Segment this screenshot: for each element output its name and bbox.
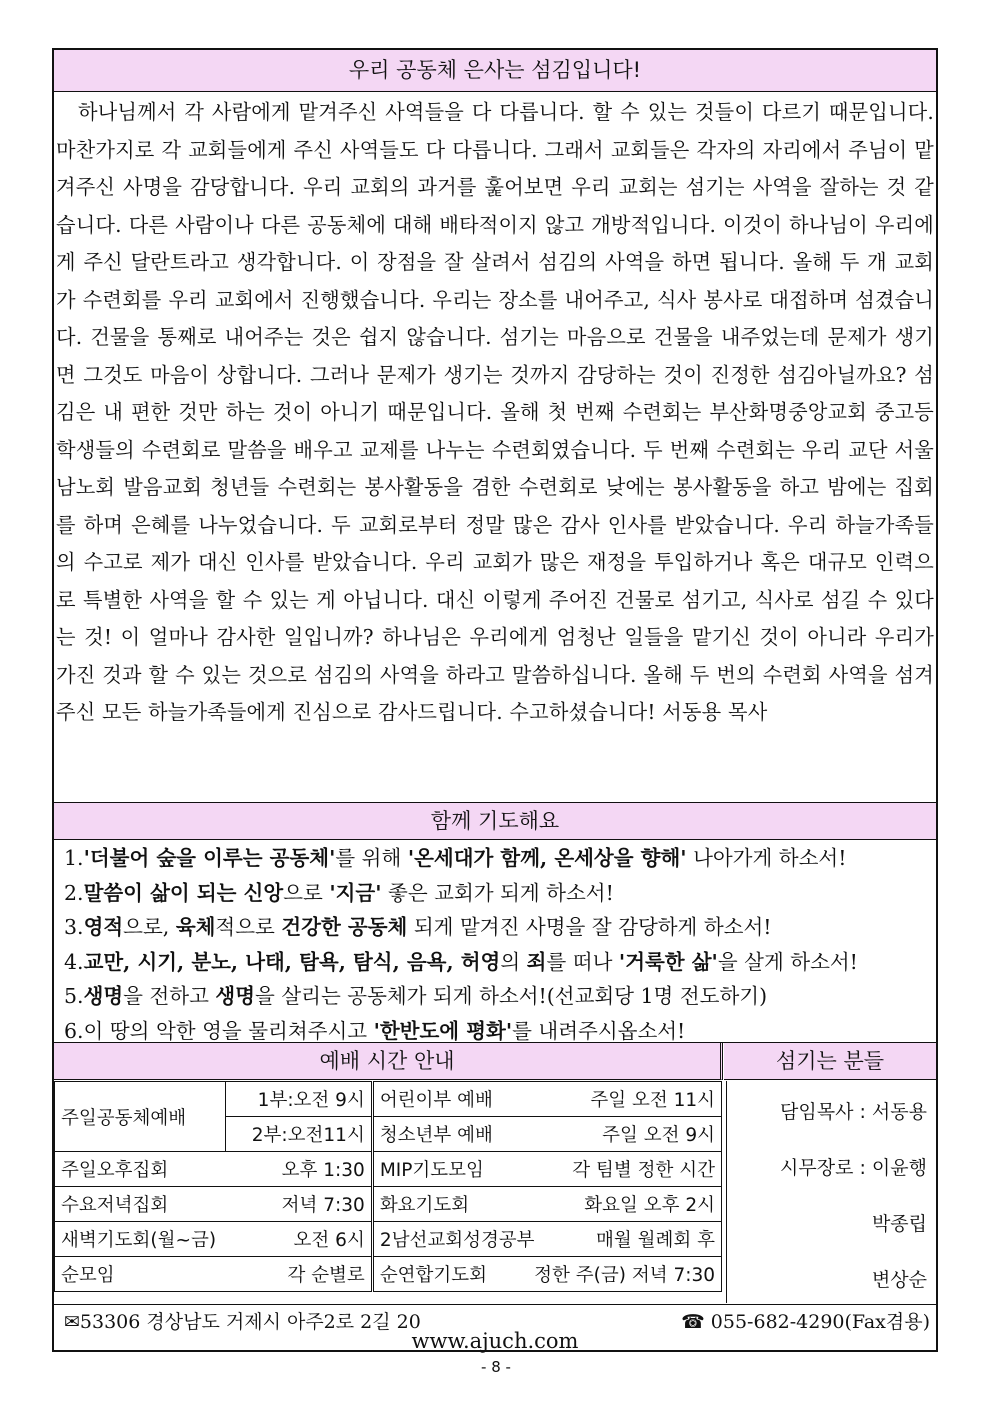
servers-list — [726, 1081, 937, 1303]
website-link[interactable]: www.ajuch.com — [411, 1329, 579, 1353]
table-row — [55, 1082, 722, 1117]
schedule-cell: 수요저녁집회 저녁 7:30 — [55, 1187, 373, 1222]
prayer-item-6: 6.이 땅의 악한 영을 물리쳐주시고 '한반도에 평화'를 내려주시옵소서! — [64, 1018, 686, 1043]
phone-icon: ☎ — [681, 1311, 711, 1333]
schedule-cell: 새벽기도회(월~금) 오전 6시 — [55, 1222, 373, 1257]
elder-name: 시무장로 : 이윤행 — [780, 1157, 927, 1179]
schedule-table — [54, 1081, 722, 1292]
prayer-item-1: 1.'더불어 숲을 이루는 공동체'를 위해 '온세대가 함께, 온세상을 향해' 나아가게 하소서! — [64, 846, 847, 870]
article-text: 하나님께서 각 사람에게 맡겨주신 사역들을 다 다릅니다. 할 수 있는 것들이 다르기 때문입니다. 마찬가지로 각 교회들에게 주신 사역들도 다 다릅니다. 그래서 교회들은 각자의 자리에서 주님이 맡겨주신 사명을 감당합니다. 우리 교회의 과거를 훑어보면 우리 교회는 섬기는 사역을 잘하는 것 같습니다. 다른 사람이나 다른 공동체에 대해 배타적이지 않고 개방적입니다. 이것이 하나님이 우리에게 주신 달란트라고 생각합니다. 이 장점을 잘 살려서 섬김의 사역을 하면 됩니다. 올해 두 개 교회가 수련회를 우리 교회에서 진행했습니다. 우리는 장소를 내어주고, 식사 봉사로 대접하며 섬겼습니다. 건물을 통째로 내어주는 것은 쉽지 않습니다. 섬기는 마음으로 건물을 내주었는데 문제가 생기면 그것도 마음이 상합니다. 그러나 문제가 생기는 것까지 감당하는 것이 진정한 섬김아닐까요? 섬김은 내 편한 것만 하는 것이 아니기 때문입니다. 올해 첫 번째 수련회는 부산화명중앙교회 중고등학생들의 수련회로 말씀을 배우고 교제를 나누는 수련회였습니다. 두 번째 수련회는 우리 교단 서울남노회 발음교회 청년들 수련회는 봉사활동을 겸한 수련회로 낮에는 봉사활동을 하고 밤에는 집회를 하며 은혜를 나누었습니다. 두 교회로부터 정말 많은 감사 인사를 받았습니다. 우리 하늘가족들의 수고로 제가 대신 인사를 받았습니다. 우리 교회가 많은 재정을 투입하거나 혹은 대규모 인력으로 특별한 사역을 할 수 있는 게 아닙니다. 대신 이렇게 주어진 건물로 섬기고, 식사로 섬길 수 있다는 것! 이 얼마나 감사한 일입니까? 하나님은 우리에게 엄청난 일들을 맡기신 것이 아니라 우리가 가진 것과 할 수 있는 것으로 섬김의 사역을 하라고 말씀하십니다. 올해 두 번의 수련회 사역을 섬겨주신 모든 하늘가족들에게 진심으로 감사드립니다. 수고하셨습니다! 서동용 목사 — [56, 100, 934, 724]
prayer-item-3: 3.영적으로, 육체적으로 건강한 공동체 되게 맡겨진 사명을 잘 감당하게 하소서! — [64, 915, 772, 939]
first-service-time: 1부:오전 9시 — [226, 1082, 373, 1117]
address: ✉53306 경상남도 거제시 아주2로 2길 20 — [64, 1311, 421, 1333]
elder-name-2: 박종립 — [871, 1213, 927, 1235]
info-section — [54, 1042, 936, 1305]
schedule-cell: 2남선교회성경공부 매월 월례회 후 — [372, 1222, 721, 1257]
bulletin-page — [52, 48, 938, 1352]
schedule-cell: 주일오후집회 오후 1:30 — [55, 1152, 373, 1187]
schedule-cell: 순모임 각 순별로 — [55, 1257, 373, 1292]
table-row — [55, 1257, 722, 1292]
second-service-time: 2부:오전11시 — [226, 1117, 373, 1152]
table-row — [55, 1152, 722, 1187]
prayer-item-2: 2.말씀이 삶이 되는 신앙으로 '지금' 좋은 교회가 되게 하소서! — [64, 880, 614, 905]
prayer-item-5: 5.생명을 전하고 생명을 살리는 공동체가 되게 하소서!(선교회당 1명 전도하기) — [64, 984, 768, 1008]
pastor-name: 담임목사 : 서동용 — [780, 1101, 927, 1123]
servers-heading: 섬기는 분들 — [724, 1043, 936, 1080]
schedule-cell: 화요기도회 화요일 오후 2시 — [372, 1187, 721, 1222]
prayer-item-4: 4.교만, 시기, 분노, 나태, 탐욕, 탐식, 음욕, 허영의 죄를 떠나 '거룩한 삶'을 살게 하소서! — [64, 949, 858, 974]
schedule-cell: 청소년부 예배 주일 오전 9시 — [372, 1117, 721, 1152]
prayer-list — [64, 841, 934, 1048]
schedule-heading: 예배 시간 안내 — [54, 1043, 723, 1080]
phone: ☎ 055-682-4290(Fax겸용) — [681, 1311, 930, 1333]
elder-name-3: 변상순 — [871, 1269, 927, 1291]
sunday-service-name: 주일공동체예배 — [55, 1082, 226, 1152]
schedule-cell: 어린이부 예배 주일 오전 11시 — [372, 1082, 721, 1117]
footer — [54, 1304, 936, 1353]
page-number: - 8 - — [481, 1358, 511, 1376]
article-title: 우리 공동체 은사는 섬김입니다! — [54, 50, 936, 92]
table-row — [55, 1187, 722, 1222]
article-body — [56, 94, 934, 846]
mail-icon: ✉ — [64, 1311, 80, 1333]
table-row — [55, 1222, 722, 1257]
schedule-cell: MIP기도모임 각 팀별 정한 시간 — [372, 1152, 721, 1187]
schedule-cell: 순연합기도회 정한 주(금) 저녁 7:30 — [372, 1257, 721, 1292]
prayer-heading: 함께 기도해요 — [54, 802, 936, 840]
